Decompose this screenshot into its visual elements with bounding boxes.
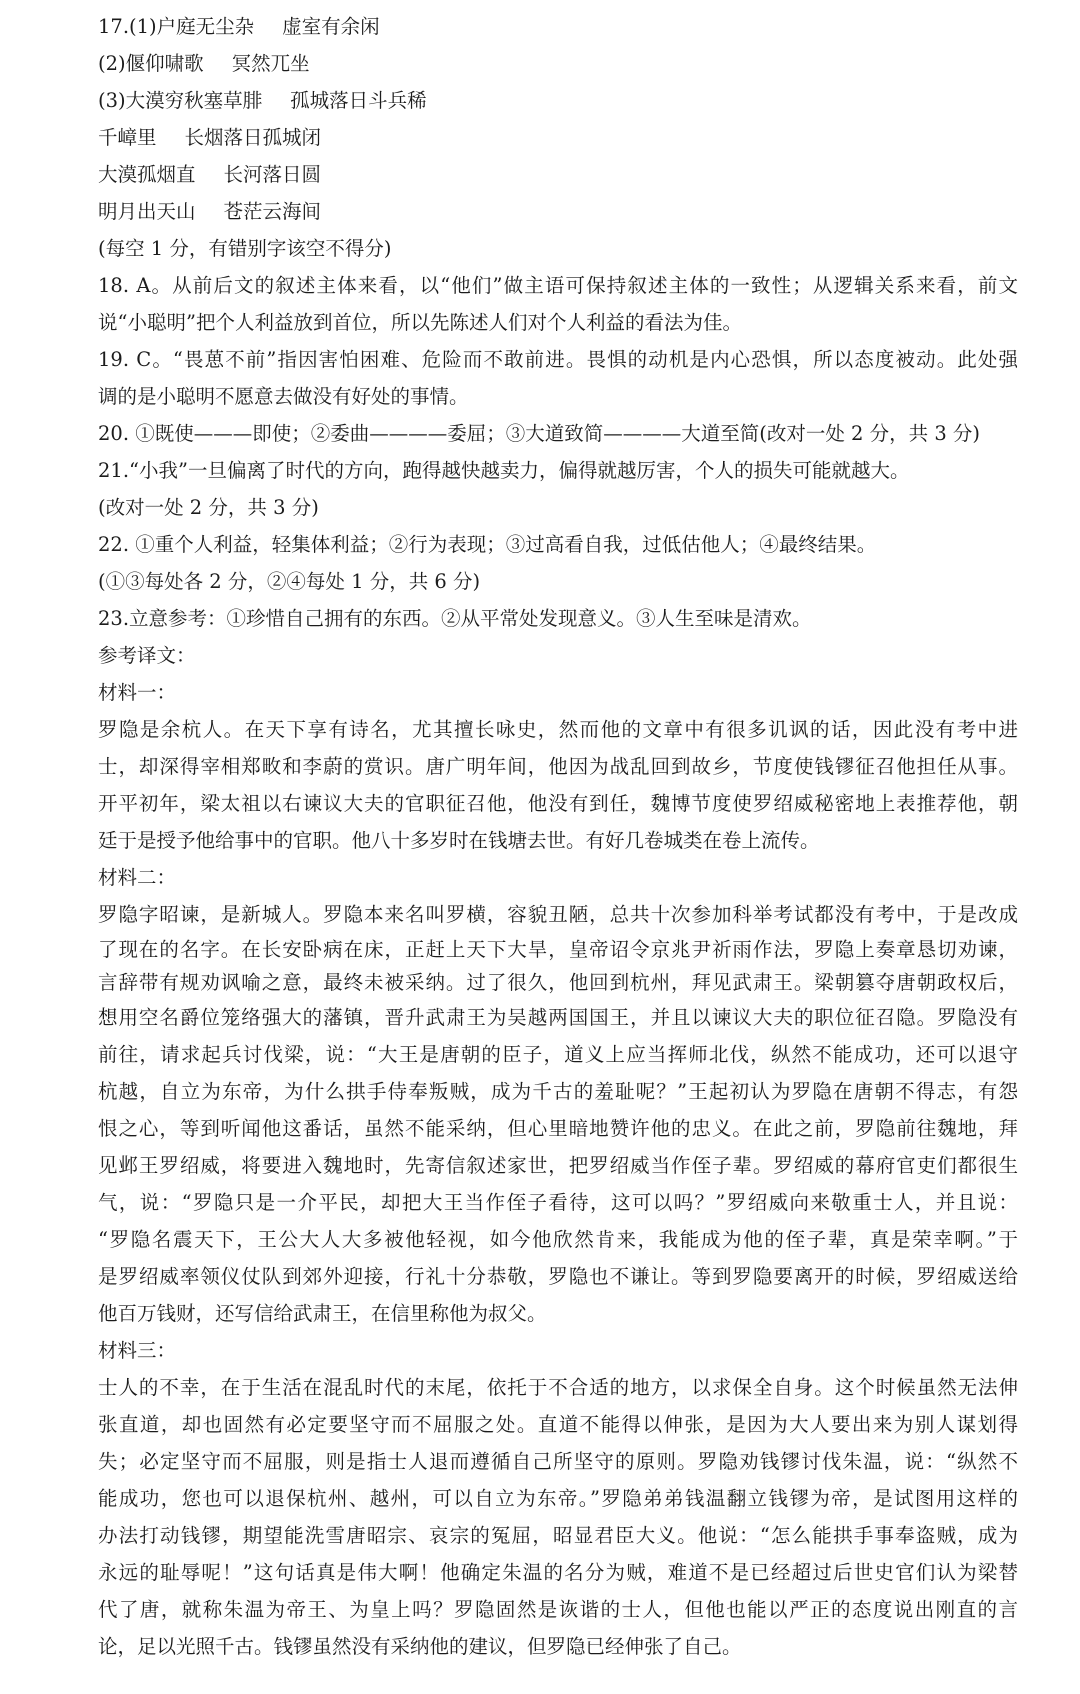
poem-phrase: (3)大漠穷秋塞草腓 xyxy=(98,89,263,112)
material-2-line: 罗隐字昭谏，是新城人。罗隐本来名叫罗横，容貌丑陋，总共十次参加科举考试都没有考中，于是改成 xyxy=(98,903,1018,926)
q17-line-1 xyxy=(98,8,1018,45)
material-2-line: 言辞带有规劝讽喻之意，最终未被采纳。过了很久，他回到杭州，拜见武肃王。梁朝篡夺唐朝政权后， xyxy=(98,971,1018,994)
poem-phrase: 孤城落日斗兵稀 xyxy=(290,89,427,112)
q17-line-6 xyxy=(98,193,1018,230)
material-1-line: 罗隐是余杭人。在天下享有诗名，尤其擅长咏史，然而他的文章中有很多讥讽的话，因此没有考中进 xyxy=(98,718,1018,741)
material-1-line: 士，却深得宰相郑畋和李蔚的赏识。唐广明年间，他因为战乱回到故乡，节度使钱镠征召他担任从事。 xyxy=(98,755,1018,778)
poem-phrase: (2)偃仰啸歌 xyxy=(98,52,204,75)
material-2-line: 见邺王罗绍威，将要进入魏地时，先寄信叙述家世，把罗绍威当作侄子辈。罗绍威的幕府官吏们都很生 xyxy=(98,1154,1018,1177)
material-3-line: 办法打动钱镠，期望能洗雪唐昭宗、哀宗的冤屈，昭显君臣大义。他说：“怎么能拱手事奉盗贼，成为 xyxy=(98,1524,1018,1547)
material-3-line: 能成功，您也可以退保杭州、越州，可以自立为东帝。”罗隐弟弟钱温翻立钱镠为帝，是试图用这样的 xyxy=(98,1487,1018,1510)
poem-phrase: 苍茫云海间 xyxy=(223,200,322,223)
material-2-line: “罗隐名震天下，王公大人大多被他轻视，如今他欣然肯来，我能成为他的侄子辈，真是荣幸啊。”于 xyxy=(98,1228,1018,1251)
material-3-line: 论，足以光照千古。钱镠虽然没有采纳他的建议，但罗隐已经伸张了自己。 xyxy=(98,1635,742,1658)
poem-phrase: 长河落日圆 xyxy=(223,163,322,186)
q17-line-5 xyxy=(98,156,1018,193)
material-2-line: 是罗绍威率领仪仗队到郊外迎接，行礼十分恭敬，罗隐也不谦让。等到罗隐要离开的时候，罗绍威送给 xyxy=(98,1265,1018,1288)
q17-line-4 xyxy=(98,119,1018,156)
material-1-line: 廷于是授予他给事中的官职。他八十多岁时在钱塘去世。有好几卷城类在卷上流传。 xyxy=(98,829,820,852)
poem-phrase: 明月出天山 xyxy=(98,200,196,223)
material-3-heading: 材料三： xyxy=(98,1339,177,1362)
q22-line-2: (①③每处各 2 分，②④每处 1 分，共 6 分) xyxy=(98,570,481,593)
material-3-line: 张直道，却也固然有必定要坚守而不屈服之处。直道不能得以伸张，是因为大人要出来为别人谋划得 xyxy=(98,1413,1018,1436)
poem-phrase: 大漠孤烟直 xyxy=(98,163,196,186)
material-2-line: 想用空名爵位笼络强大的藩镇，晋升武肃王为吴越两国国王，并且以谏议大夫的职位征召隐。罗隐没有 xyxy=(98,1006,1018,1029)
poem-phrase: 虚室有余闲 xyxy=(282,15,380,38)
material-2-line: 杭越，自立为东帝，为什么拱手侍奉叛贼，成为千古的羞耻呢？”王起初认为罗隐在唐朝不得志，有怨 xyxy=(98,1080,1018,1103)
material-2 xyxy=(98,859,1018,1332)
material-2-line: 他百万钱财，还写信给武肃王，在信里称他为叔父。 xyxy=(98,1302,547,1325)
material-3 xyxy=(98,1332,1018,1665)
q21-line-2: (改对一处 2 分，共 3 分) xyxy=(98,496,319,519)
material-3-line: 代了唐，就称朱温为帝王、为皇上吗？罗隐固然是诙谐的士人，但他也能以严正的态度说出刚直的言 xyxy=(98,1598,1018,1621)
q17-line-2 xyxy=(98,45,1018,82)
q18-line-2: 说“小聪明”把个人利益放到首位，所以先陈述人们对个人利益的看法为佳。 xyxy=(98,311,742,334)
material-3-line: 失；必定坚守而不屈服，则是指士人退而遵循自己所坚守的原则。罗隐劝钱镠讨伐朱温，说：“纵然不 xyxy=(98,1450,1018,1473)
material-1 xyxy=(98,674,1018,859)
q17-line-3 xyxy=(98,82,1018,119)
q18-line-1: 18. A。从前后文的叙述主体来看，以“他们”做主语可保持叙述主体的一致性；从逻辑关系来看，前文 xyxy=(98,274,1018,297)
q19-line-2: 调的是小聪明不愿意去做没有好处的事情。 xyxy=(98,385,469,408)
material-2-line: 恨之心，等到听闻他这番话，虽然不能采纳，但心里暗地赞许他的忠义。在此之前，罗隐前往魏地，拜 xyxy=(98,1117,1018,1140)
q19-line-1: 19. C。“畏葸不前”指因害怕困难、危险而不敢前进。畏惧的动机是内心恐惧，所以态度被动。此处强 xyxy=(98,348,1018,371)
q17-scoring-note: (每空 1 分，有错别字该空不得分) xyxy=(98,237,392,260)
poem-phrase: 千嶂里 xyxy=(98,126,157,149)
material-2-line: 前往，请求起兵讨伐梁，说：“大王是唐朝的臣子，道义上应当挥师北伐，纵然不能成功，还可以退守 xyxy=(98,1043,1018,1066)
poem-phrase: 17.(1)户庭无尘杂 xyxy=(98,15,255,38)
material-1-line: 开平初年，梁太祖以右谏议大夫的官职征召他，他没有到任，魏博节度使罗绍威秘密地上表推荐他，朝 xyxy=(98,792,1018,815)
material-2-line: 气，说：“罗隐只是一介平民，却把大王当作侄子看待，这可以吗？”罗绍威向来敬重士人，并且说： xyxy=(98,1191,1018,1214)
poem-phrase: 冥然兀坐 xyxy=(231,52,310,75)
material-3-line: 士人的不幸，在于生活在混乱时代的末尾，依托于不合适的地方，以求保全自身。这个时候虽然无法伸 xyxy=(98,1376,1018,1399)
material-1-heading: 材料一： xyxy=(98,681,177,704)
poem-phrase: 长烟落日孤城闭 xyxy=(184,126,322,149)
q22-line-1: 22. ①重个人利益，轻集体利益；②行为表现；③过高看自我，过低估他人；④最终结果。 xyxy=(98,533,877,556)
material-2-heading: 材料二： xyxy=(98,866,177,889)
q21-line-1: 21.“小我”一旦偏离了时代的方向，跑得越快越卖力，偏得就越厉害，个人的损失可能就越大。 xyxy=(98,459,910,482)
q20-line: 20. ①既使———即使；②委曲————委屈；③大道致简————大道至简(改对一处 2 分，共 3 分) xyxy=(98,422,981,445)
reference-translation-heading: 参考译文： xyxy=(98,644,196,667)
material-2-line: 了现在的名字。在长安卧病在床，正赶上天下大旱，皇帝诏令京兆尹祈雨作法，罗隐上奏章恳切劝谏， xyxy=(98,938,1018,961)
material-3-line: 永远的耻辱呢！”这句话真是伟大啊！他确定朱温的名分为贼，难道不是已经超过后世史官们认为梁替 xyxy=(98,1561,1018,1584)
q23-line: 23.立意参考：①珍惜自己拥有的东西。②从平常处发现意义。③人生至味是清欢。 xyxy=(98,607,812,630)
